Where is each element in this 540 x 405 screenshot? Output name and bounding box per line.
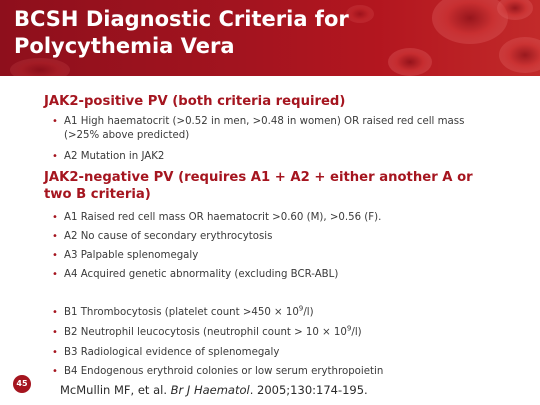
bullet-icon: •	[52, 151, 58, 162]
list-item: • A1 High haematocrit (>0.52 in men, >0.48 in women) OR raised red cell mass (>25% above predicted)	[52, 116, 465, 141]
jak2-negative-heading: JAK2-negative PV (requires A1 + A2 + either another A or two B criteria)	[44, 170, 473, 202]
list-item: • A4 Acquired genetic abnormality (excluding BCR-ABL)	[52, 269, 339, 280]
slide-title: BCSH Diagnostic Criteria for Polycythemia Vera	[14, 7, 349, 58]
jak2-positive-heading: JAK2-positive PV (both criteria required)	[44, 94, 346, 109]
list-item: • B3 Radiological evidence of splenomegaly	[52, 347, 280, 358]
slide-number-badge: 45	[13, 375, 31, 393]
bullet-icon: •	[52, 366, 58, 377]
bullet-icon: •	[52, 231, 58, 242]
list-item: • B1 Thrombocytosis (platelet count $>450 \times 10^9/l$)	[52, 303, 314, 318]
bullet-icon: •	[52, 250, 58, 261]
bullet-icon: •	[52, 116, 58, 127]
bullet-icon: •	[52, 327, 58, 338]
bullet-icon: •	[52, 347, 58, 358]
bullet-icon: •	[52, 269, 58, 280]
list-item: • A2 Mutation in JAK2	[52, 151, 165, 162]
reference-citation: McMullin MF, et al. Br J Haematol. 2005;130:174-195.	[60, 383, 368, 397]
bullet-icon: •	[52, 212, 58, 223]
bullet-icon: •	[52, 307, 58, 318]
list-item: • A2 No cause of secondary erythrocytosis	[52, 231, 273, 242]
list-item: • A3 Palpable splenomegaly	[52, 250, 199, 261]
list-item: • B4 Endogenous erythroid colonies or low serum erythropoietin	[52, 366, 384, 377]
list-item: • B2 Neutrophil leucocytosis (neutrophil count > $10 \times 10^9/l$)	[52, 323, 362, 338]
slide-header	[0, 0, 540, 76]
list-item: • A1 Raised red cell mass OR haematocrit >0.60 (M), >0.56 (F).	[52, 212, 382, 223]
